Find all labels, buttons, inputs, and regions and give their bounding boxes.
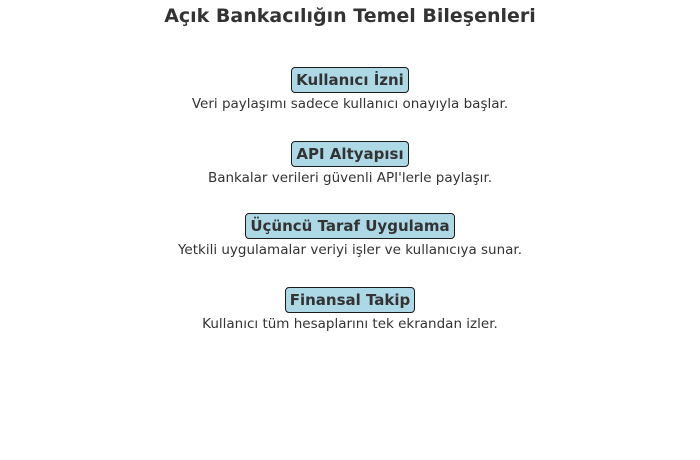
- step-description-user-consent: Veri paylaşımı sadece kullanıcı onayıyla başlar.: [191, 96, 509, 112]
- step-label-financial-tracking: Finansal Takip: [285, 287, 416, 313]
- step-label-user-consent: Kullanıcı İzni: [291, 67, 409, 93]
- step-description-api-infrastructure: Bankalar verileri güvenli API'lerle paylaşır.: [207, 170, 493, 186]
- step-description-third-party-app: Yetkili uygulamalar veriyi işler ve kullanıcıya sunar.: [177, 242, 523, 258]
- step-user-consent: [0, 67, 700, 113]
- step-third-party-app: [0, 213, 700, 259]
- step-financial-tracking: [0, 287, 700, 333]
- diagram-title: Açık Bankacılığın Temel Bileşenleri: [164, 5, 536, 27]
- step-label-third-party-app: Üçüncü Taraf Uygulama: [245, 213, 454, 239]
- step-api-infrastructure: [0, 141, 700, 187]
- step-label-api-infrastructure: API Altyapısı: [291, 141, 408, 167]
- step-description-financial-tracking: Kullanıcı tüm hesaplarını tek ekrandan izler.: [202, 316, 498, 332]
